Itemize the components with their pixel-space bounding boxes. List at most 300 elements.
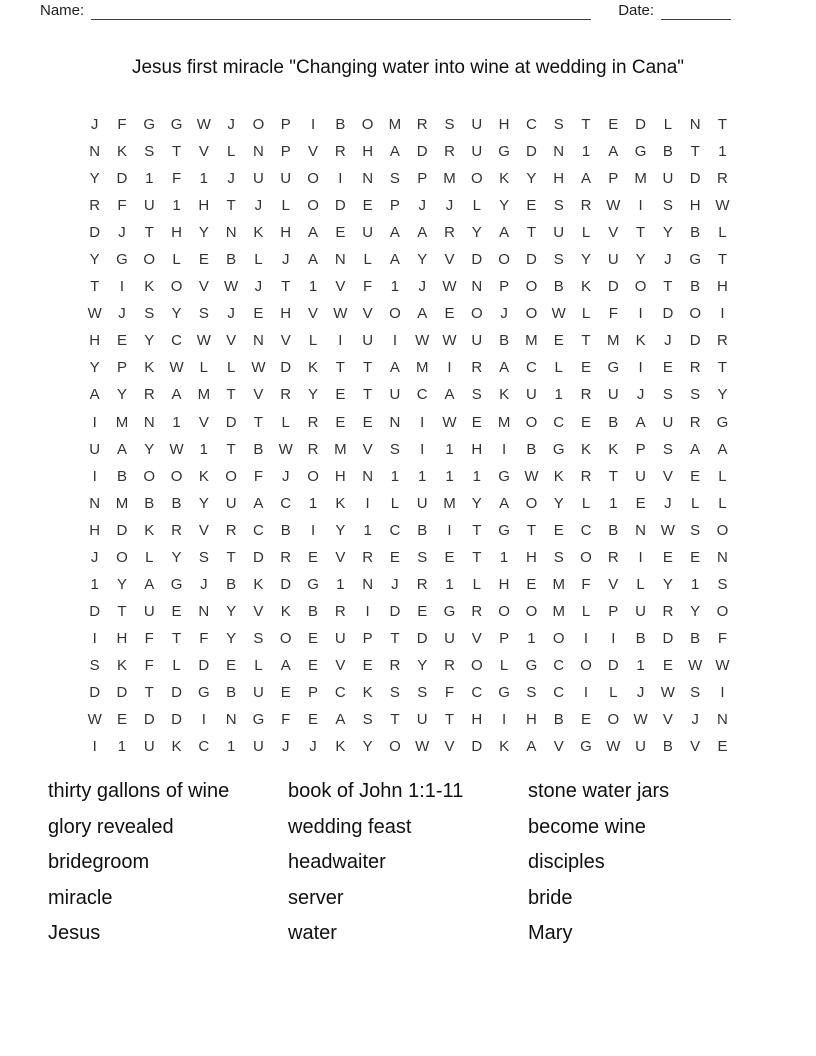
grid-cell: R: [689, 359, 701, 377]
grid-cell: S: [444, 116, 455, 134]
grid-cell: K: [635, 332, 646, 350]
grid-cell: 1: [499, 548, 509, 566]
grid-cell: K: [580, 440, 591, 458]
grid-cell: D: [89, 602, 101, 620]
grid-cell: E: [662, 359, 673, 377]
grid-cell: U: [143, 602, 155, 620]
grid-cell: O: [116, 548, 128, 566]
grid-cell: Y: [198, 494, 209, 512]
grid-cell: J: [391, 575, 399, 593]
grid-cell: D: [89, 224, 101, 242]
grid-cell: O: [716, 602, 729, 620]
grid-cell: B: [335, 116, 346, 134]
grid-cell: H: [334, 467, 346, 485]
word-list-item: water: [288, 922, 337, 945]
word-list: [48, 774, 788, 952]
grid-cell: E: [635, 494, 646, 512]
grid-cell: B: [662, 143, 673, 161]
grid-cell: P: [362, 629, 373, 647]
grid-cell: W: [278, 440, 293, 458]
grid-cell: N: [334, 251, 346, 269]
grid-cell: W: [606, 197, 621, 215]
name-blank-line: [91, 5, 591, 20]
grid-cell: H: [89, 332, 101, 350]
grid-cell: O: [525, 278, 538, 296]
grid-cell: E: [608, 116, 619, 134]
grid-cell: V: [253, 386, 264, 404]
grid-cell: W: [442, 278, 457, 296]
grid-cell: V: [690, 738, 701, 756]
grid-cell: B: [553, 278, 564, 296]
grid-cell: S: [253, 629, 264, 647]
grid-cell: R: [143, 386, 155, 404]
grid-cell: U: [280, 170, 292, 188]
grid-cell: T: [226, 197, 236, 215]
grid-cell: 1: [718, 143, 727, 161]
grid-cell: Y: [553, 494, 564, 512]
grid-cell: T: [717, 116, 728, 134]
grid-cell: I: [92, 738, 97, 756]
grid-cell: G: [716, 413, 729, 431]
grid-cell: J: [90, 116, 99, 134]
grid-cell: U: [662, 170, 674, 188]
grid-cell: 1: [691, 575, 700, 593]
grid-cell: B: [280, 521, 291, 539]
grid-cell: P: [608, 170, 619, 188]
grid-cell: T: [663, 278, 673, 296]
grid-cell: B: [171, 494, 182, 512]
grid-cell: S: [553, 116, 564, 134]
grid-cell: U: [143, 738, 155, 756]
grid-cell: O: [498, 251, 510, 269]
grid-cell: W: [196, 332, 211, 350]
grid-cell: H: [498, 116, 510, 134]
grid-cell: E: [553, 332, 564, 350]
grid-cell: M: [388, 116, 402, 134]
grid-cell: B: [308, 602, 319, 620]
grid-cell: Y: [116, 386, 127, 404]
grid-cell: N: [553, 143, 565, 161]
grid-cell: O: [307, 467, 319, 485]
grid-cell: 1: [581, 143, 591, 161]
grid-cell: E: [362, 197, 373, 215]
grid-cell: F: [363, 278, 373, 296]
grid-cell: G: [498, 467, 510, 485]
grid-cell: A: [116, 440, 127, 458]
grid-cell: C: [171, 332, 182, 350]
grid-cell: C: [525, 359, 537, 377]
grid-cell: J: [118, 305, 126, 323]
grid-cell: D: [662, 629, 674, 647]
grid-cell: E: [335, 224, 346, 242]
word-list-column: [288, 774, 528, 952]
grid-cell: I: [365, 602, 370, 620]
grid-cell: L: [581, 224, 591, 242]
grid-cell: N: [717, 711, 728, 729]
grid-cell: W: [251, 359, 266, 377]
grid-cell: V: [553, 738, 564, 756]
grid-cell: G: [307, 575, 319, 593]
grid-cell: 1: [90, 575, 99, 593]
grid-cell: G: [552, 440, 565, 458]
grid-cell: I: [720, 305, 725, 323]
grid-cell: S: [89, 656, 100, 674]
grid-cell: L: [226, 359, 236, 377]
grid-cell: A: [89, 386, 100, 404]
grid-cell: O: [279, 629, 292, 647]
grid-cell: T: [717, 251, 728, 269]
grid-cell: U: [389, 386, 401, 404]
grid-cell: A: [417, 224, 428, 242]
grid-cell: S: [417, 548, 428, 566]
grid-cell: L: [581, 602, 591, 620]
grid-cell: Y: [662, 575, 673, 593]
grid-cell: D: [280, 575, 292, 593]
grid-cell: F: [717, 629, 728, 647]
word-list-item: wedding feast: [288, 815, 412, 838]
grid-cell: A: [499, 359, 510, 377]
grid-cell: T: [581, 116, 591, 134]
grid-cell: E: [662, 548, 673, 566]
grid-cell: O: [498, 602, 510, 620]
grid-cell: B: [608, 521, 619, 539]
grid-cell: O: [580, 656, 592, 674]
grid-cell: U: [253, 738, 264, 756]
date-label: Date:: [618, 2, 655, 19]
grid-cell: G: [198, 684, 210, 701]
grid-cell: V: [253, 602, 264, 620]
grid-cell: B: [417, 521, 428, 539]
grid-cell: H: [553, 170, 565, 188]
grid-cell: U: [362, 224, 374, 242]
grid-cell: E: [580, 711, 591, 729]
grid-cell: S: [717, 575, 728, 593]
grid-cell: B: [690, 278, 701, 296]
grid-cell: L: [581, 494, 591, 512]
grid-cell: C: [553, 413, 565, 431]
grid-cell: K: [280, 602, 291, 620]
grid-cell: Y: [171, 548, 182, 566]
grid-cell: O: [307, 170, 319, 188]
grid-cell: J: [445, 197, 454, 215]
grid-cell: A: [389, 224, 400, 242]
grid-cell: R: [225, 521, 237, 539]
grid-cell: J: [227, 305, 235, 323]
grid-cell: V: [308, 305, 319, 323]
grid-cell: L: [308, 332, 318, 350]
grid-cell: E: [662, 656, 673, 674]
grid-cell: U: [444, 629, 455, 647]
word-list-item: stone water jars: [528, 780, 670, 802]
grid-cell: T: [390, 711, 400, 729]
grid-cell: L: [226, 143, 236, 161]
grid-cell: R: [280, 386, 292, 404]
grid-cell: K: [116, 656, 127, 674]
grid-cell: J: [200, 575, 208, 593]
grid-cell: C: [334, 684, 346, 701]
grid-cell: P: [499, 278, 510, 296]
grid-cell: G: [580, 738, 592, 756]
grid-cell: P: [280, 143, 291, 161]
grid-cell: A: [580, 170, 591, 188]
grid-cell: E: [308, 711, 319, 729]
grid-cell: U: [471, 143, 483, 161]
grid-cell: T: [472, 548, 482, 566]
grid-cell: G: [689, 251, 702, 269]
grid-cell: N: [689, 116, 701, 134]
grid-cell: N: [389, 413, 401, 431]
grid-cell: O: [634, 278, 647, 296]
word-list-item: bride: [528, 886, 573, 909]
grid-cell: W: [715, 656, 730, 674]
grid-cell: I: [638, 305, 643, 323]
grid-cell: N: [253, 143, 264, 161]
grid-cell: Y: [198, 224, 209, 242]
grid-cell: R: [171, 521, 182, 539]
grid-cell: O: [170, 278, 183, 296]
grid-cell: K: [253, 224, 264, 242]
word-list-item: glory revealed: [48, 815, 174, 838]
grid-cell: 1: [226, 738, 236, 756]
grid-cell: L: [254, 251, 263, 269]
grid-cell: Y: [144, 440, 155, 458]
grid-cell: P: [389, 197, 400, 215]
grid-cell: L: [581, 305, 591, 323]
grid-cell: D: [253, 548, 264, 566]
grid-cell: I: [720, 684, 725, 701]
grid-cell: B: [690, 224, 701, 242]
grid-cell: U: [607, 386, 619, 404]
grid-cell: T: [444, 711, 455, 729]
word-list-column: [48, 774, 288, 952]
grid-cell: U: [362, 332, 374, 350]
grid-cell: 1: [308, 494, 318, 512]
grid-cell: V: [335, 278, 346, 296]
grid-cell: O: [389, 738, 401, 756]
grid-cell: A: [499, 224, 510, 242]
grid-cell: S: [553, 197, 564, 215]
word-list-item: Jesus: [48, 922, 101, 945]
grid-cell: L: [172, 656, 181, 674]
grid-cell: W: [551, 305, 566, 323]
grid-cell: L: [145, 548, 154, 566]
grid-cell: C: [553, 656, 565, 674]
grid-cell: J: [227, 116, 235, 134]
grid-cell: O: [525, 602, 538, 620]
grid-cell: W: [169, 440, 184, 458]
grid-cell: L: [363, 251, 372, 269]
grid-cell: W: [524, 467, 539, 485]
grid-cell: G: [116, 251, 128, 269]
grid-cell: C: [198, 738, 210, 756]
grid-cell: R: [580, 197, 592, 215]
grid-cell: L: [172, 251, 181, 269]
grid-cell: I: [420, 440, 425, 458]
grid-cell: A: [635, 413, 646, 431]
grid-cell: V: [198, 143, 209, 161]
grid-cell: C: [253, 521, 264, 539]
grid-cell: N: [471, 278, 483, 296]
grid-cell: J: [636, 386, 645, 404]
grid-cell: R: [580, 386, 592, 404]
grid-cell: C: [525, 116, 537, 134]
grid-cell: Y: [635, 251, 646, 269]
grid-cell: D: [471, 251, 483, 269]
grid-cell: P: [635, 440, 646, 458]
grid-cell: D: [689, 332, 701, 350]
grid-cell: E: [116, 711, 127, 729]
grid-cell: D: [225, 413, 237, 431]
grid-cell: S: [690, 684, 701, 701]
grid-cell: U: [253, 170, 264, 188]
grid-cell: E: [444, 548, 455, 566]
grid-cell: W: [660, 521, 675, 539]
grid-cell: M: [115, 413, 129, 431]
grid-cell: I: [310, 116, 316, 134]
grid-cell: P: [608, 602, 619, 620]
grid-cell: B: [144, 494, 155, 512]
grid-cell: Y: [116, 575, 127, 593]
grid-cell: E: [690, 467, 701, 485]
grid-cell: S: [144, 305, 155, 323]
grid-cell: L: [718, 494, 727, 512]
grid-cell: R: [389, 656, 401, 674]
grid-cell: F: [199, 629, 209, 647]
grid-cell: T: [144, 684, 154, 701]
grid-cell: B: [662, 738, 673, 756]
grid-cell: I: [583, 684, 589, 701]
grid-cell: E: [308, 656, 319, 674]
grid-cell: L: [554, 359, 563, 377]
grid-cell: Y: [690, 602, 701, 620]
grid-cell: R: [307, 413, 319, 431]
grid-cell: J: [664, 251, 672, 269]
grid-cell: Y: [226, 629, 237, 647]
grid-cell: G: [170, 575, 183, 593]
grid-cell: T: [472, 521, 482, 539]
grid-cell: V: [335, 656, 346, 674]
grid-cell: C: [580, 521, 592, 539]
grid-cell: D: [471, 738, 483, 756]
grid-cell: R: [334, 143, 346, 161]
grid-cell: I: [365, 494, 370, 512]
grid-cell: E: [526, 575, 537, 593]
grid-cell: S: [662, 197, 673, 215]
grid-cell: W: [660, 684, 675, 701]
grid-cell: 1: [390, 467, 400, 485]
grid-cell: O: [470, 170, 483, 188]
grid-cell: A: [389, 251, 400, 269]
grid-cell: 1: [609, 494, 618, 512]
grid-cell: 1: [199, 440, 208, 458]
grid-cell: A: [526, 738, 537, 756]
grid-cell: 1: [636, 656, 645, 674]
grid-cell: F: [253, 467, 264, 485]
grid-cell: H: [280, 224, 292, 242]
grid-cell: H: [689, 197, 701, 215]
grid-cell: S: [553, 251, 564, 269]
grid-cell: H: [280, 305, 292, 323]
grid-cell: A: [280, 656, 291, 674]
word-list-item: become wine: [528, 815, 646, 838]
grid-cell: O: [307, 197, 319, 215]
grid-cell: V: [662, 467, 673, 485]
grid-cell: E: [335, 386, 346, 404]
grid-cell: D: [689, 170, 701, 188]
grid-cell: F: [144, 629, 154, 647]
grid-cell: L: [609, 684, 618, 701]
grid-cell: C: [389, 521, 401, 539]
grid-cell: V: [198, 521, 209, 539]
grid-cell: A: [308, 224, 319, 242]
grid-cell: K: [608, 440, 619, 458]
grid-cell: E: [335, 413, 346, 431]
word-list-item: miracle: [48, 886, 113, 909]
grid-cell: I: [392, 332, 397, 350]
grid-cell: A: [690, 440, 701, 458]
grid-cell: D: [525, 251, 537, 269]
grid-cell: H: [362, 143, 374, 161]
grid-cell: A: [144, 575, 155, 593]
grid-cell: E: [362, 656, 373, 674]
grid-cell: E: [116, 332, 127, 350]
grid-cell: M: [525, 332, 538, 350]
grid-cell: T: [608, 467, 618, 485]
grid-cell: S: [389, 440, 400, 458]
grid-cell: B: [499, 332, 510, 350]
grid-cell: I: [447, 521, 452, 539]
grid-cell: 1: [445, 575, 454, 593]
grid-cell: D: [116, 521, 128, 539]
grid-cell: C: [280, 494, 292, 512]
grid-cell: T: [526, 521, 536, 539]
grid-cell: M: [415, 359, 429, 377]
grid-cell: R: [662, 602, 674, 620]
word-list-item: disciples: [528, 851, 605, 874]
grid-cell: E: [580, 359, 591, 377]
grid-cell: T: [144, 224, 154, 242]
grid-cell: J: [281, 251, 290, 269]
grid-cell: D: [171, 684, 182, 701]
grid-cell: K: [553, 467, 564, 485]
grid-cell: N: [362, 170, 374, 188]
grid-cell: U: [225, 494, 237, 512]
grid-cell: Y: [526, 170, 537, 188]
grid-cell: T: [690, 143, 700, 161]
grid-cell: O: [470, 305, 483, 323]
grid-cell: W: [196, 116, 211, 134]
grid-cell: P: [499, 629, 510, 647]
grid-cell: U: [89, 440, 101, 458]
grid-cell: S: [362, 711, 373, 729]
grid-cell: W: [224, 278, 239, 296]
grid-cell: H: [116, 629, 128, 647]
grid-cell: E: [362, 413, 373, 431]
grid-cell: I: [201, 711, 206, 729]
grid-cell: S: [471, 386, 482, 404]
name-label: Name:: [40, 2, 85, 19]
grid-cell: A: [389, 359, 400, 377]
grid-cell: I: [92, 413, 97, 431]
grid-cell: G: [252, 711, 265, 729]
grid-cell: I: [638, 197, 643, 215]
grid-cell: B: [690, 629, 701, 647]
grid-cell: D: [607, 278, 619, 296]
grid-cell: Y: [471, 224, 482, 242]
grid-cell: A: [717, 440, 728, 458]
grid-cell: P: [280, 116, 291, 134]
grid-cell: P: [308, 684, 319, 701]
